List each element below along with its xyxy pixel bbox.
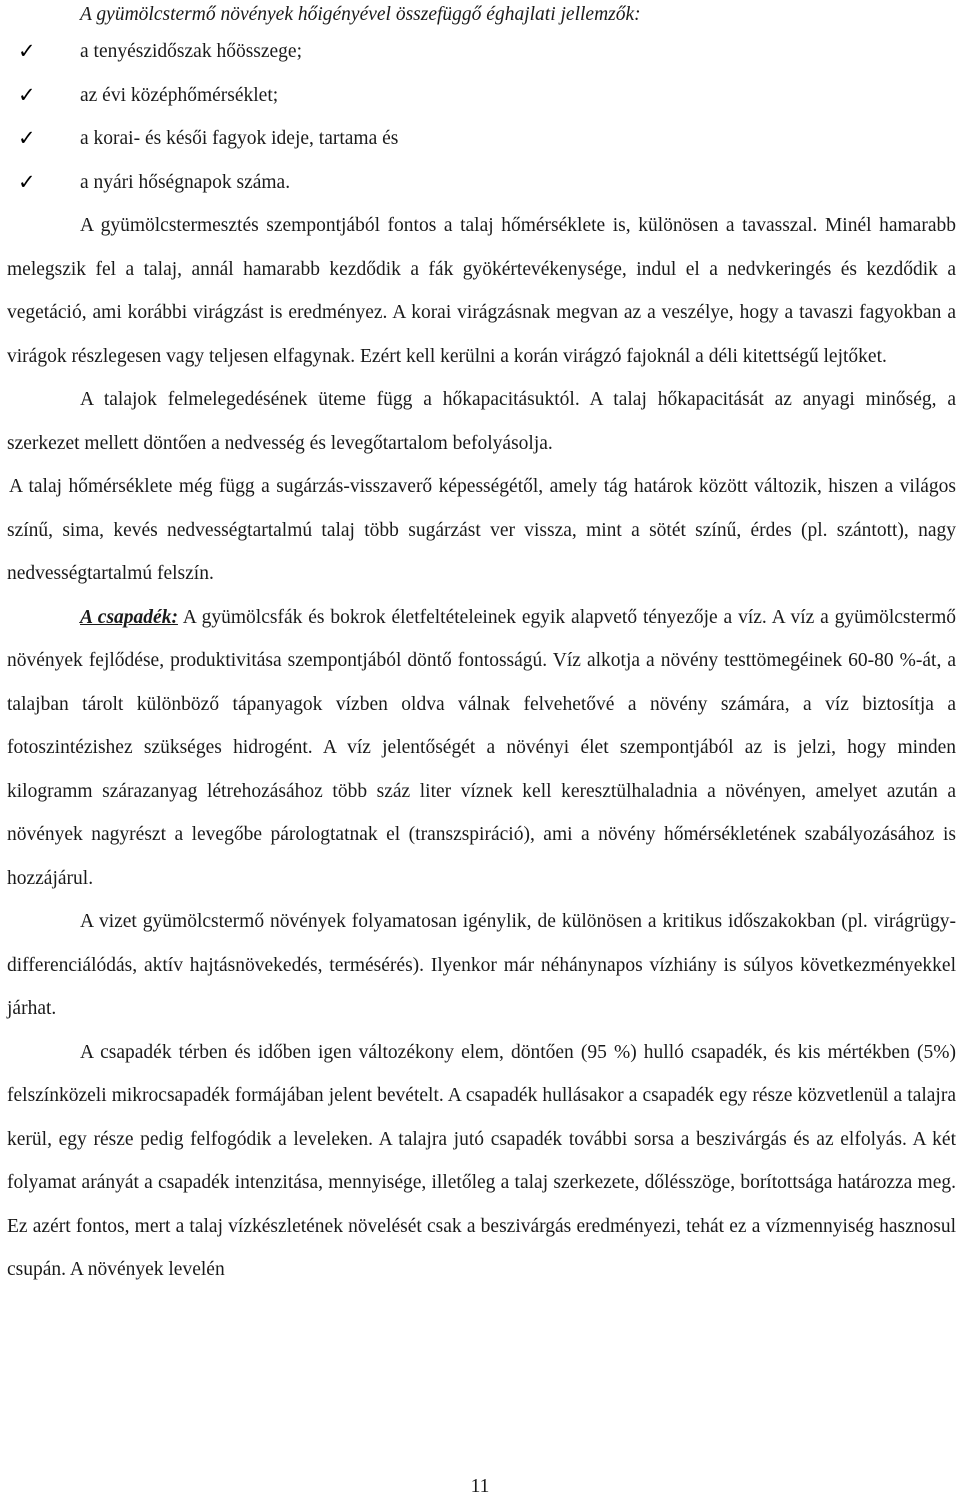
paragraph-heat-capacity: A talajok felmelegedésének üteme függ a hőkapacitásuktól. A talaj hőkapacitását az anyagi minőség, a szerkezet mellett döntően a nedvesség és levegőtartalom befolyásolja.: [7, 389, 956, 454]
list-item: [7, 117, 956, 161]
page-number: 11: [470, 1476, 490, 1497]
checkmark-icon: ✓: [18, 39, 36, 63]
list-item: [7, 161, 956, 205]
list-item-text: a nyári hőségnapok száma.: [80, 171, 291, 193]
precipitation-heading: A csapadék:: [80, 606, 178, 628]
list-item: [7, 30, 956, 74]
checkmark-icon: ✓: [18, 126, 36, 150]
paragraph-precipitation: [7, 596, 956, 901]
precipitation-text: A gyümölcsfák és bokrok életfeltételeinek egyik alapvető tényezője a víz. A víz a gyümölcstermő növények fejlődése, produktivitása szempontjából döntő fontosságú. Víz alkotja a növény testtömegéinek 60-80 %-át, a talajban tárolt különböző tápanyagok vízben oldva válnak felvehetővé a növény számára, a víz biztosítja a fotoszintézishez szükséges hidrogént. A víz jelentőségét a növényi élet szempontjából az is jelzi, hogy minden kilogramm szárazanyag létrehozásához több száz liter víznek kell keresztülhaladnia a növényen, amelyet azután a növények nagyrészt a levegőbe párologtatnak el (transzspiráció), ami a növény hőmérsékletének szabályozásához is hozzájárul.: [7, 606, 956, 889]
checklist: [7, 30, 956, 204]
list-item-text: a tenyészidőszak hőösszege;: [80, 41, 303, 62]
paragraph-reflectivity: A talaj hőmérséklete még függ a sugárzás-visszaverő képességétől, amely tág határok között változik, hiszen a világos színű, sima, kevés nedvességtartalmú talaj több sugárzást ver vissza, mint a sötét színű, érdes (pl. szántott), nagy nedvességtartalmú felszín.: [7, 476, 956, 584]
list-item-text: a korai- és késői fagyok ideje, tartama és: [80, 128, 399, 149]
paragraph-water-demand: A vizet gyümölcstermő növények folyamatosan igénylik, de különösen a kritikus időszakokban (pl. virágrügy-differenciálódás, aktív hajtásnövekedés, termésérés). Ilyenkor már néhánynapos vízhiány is súlyos következményekkel járhat.: [7, 911, 956, 1019]
list-item-text: az évi középhőmérséklet;: [80, 84, 279, 106]
paragraph-soil-temperature: A gyümölcstermesztés szempontjából fontos a talaj hőmérséklete is, különösen a tavasszal. Minél hamarabb melegszik fel a talaj, annál hamarabb kezdődik a fák gyökértevékenysége, indul el a nedvkeringés és kezdődik a vegetáció, ami korábbi virágzást is eredményez. A korai virágzásnak megvan az a veszélye, hogy a tavaszi fagyokban a virágok részlegesen vagy teljesen elfagynak. Ezért kell kerülni a korán virágzó fajoknál a déli kitettségű lejtőket.: [7, 215, 956, 367]
checkmark-icon: ✓: [18, 82, 36, 107]
checkmark-icon: ✓: [18, 169, 36, 194]
section-heading: A gyümölcstermő növények hőigényével összefüggő éghajlati jellemzők:: [80, 4, 641, 25]
list-item: [7, 74, 956, 118]
paragraph-precipitation-variability: A csapadék térben és időben igen változékony elem, döntően (95 %) hulló csapadék, és kis mértékben (5%) felszínközeli mikrocsapadék formájában jelent bevételt. A csapadék hullásakor a csapadék egy része közvetlenül a talajra kerül, egy része pedig felfogódik a leveleken. A talajra jutó csapadék további sorsa a beszivárgás és az elfolyás. A két folyamat arányát a csapadék intenzitása, mennyisége, illetőleg a talaj szerkezete, dőlésszöge, borítottsága határozza meg. Ez azért fontos, mert a talaj vízkészletének növelését csak a beszivárgás eredményezi, tehát ez a vízmennyiség hasznosul csupán. A növények levelén: [7, 1041, 956, 1280]
